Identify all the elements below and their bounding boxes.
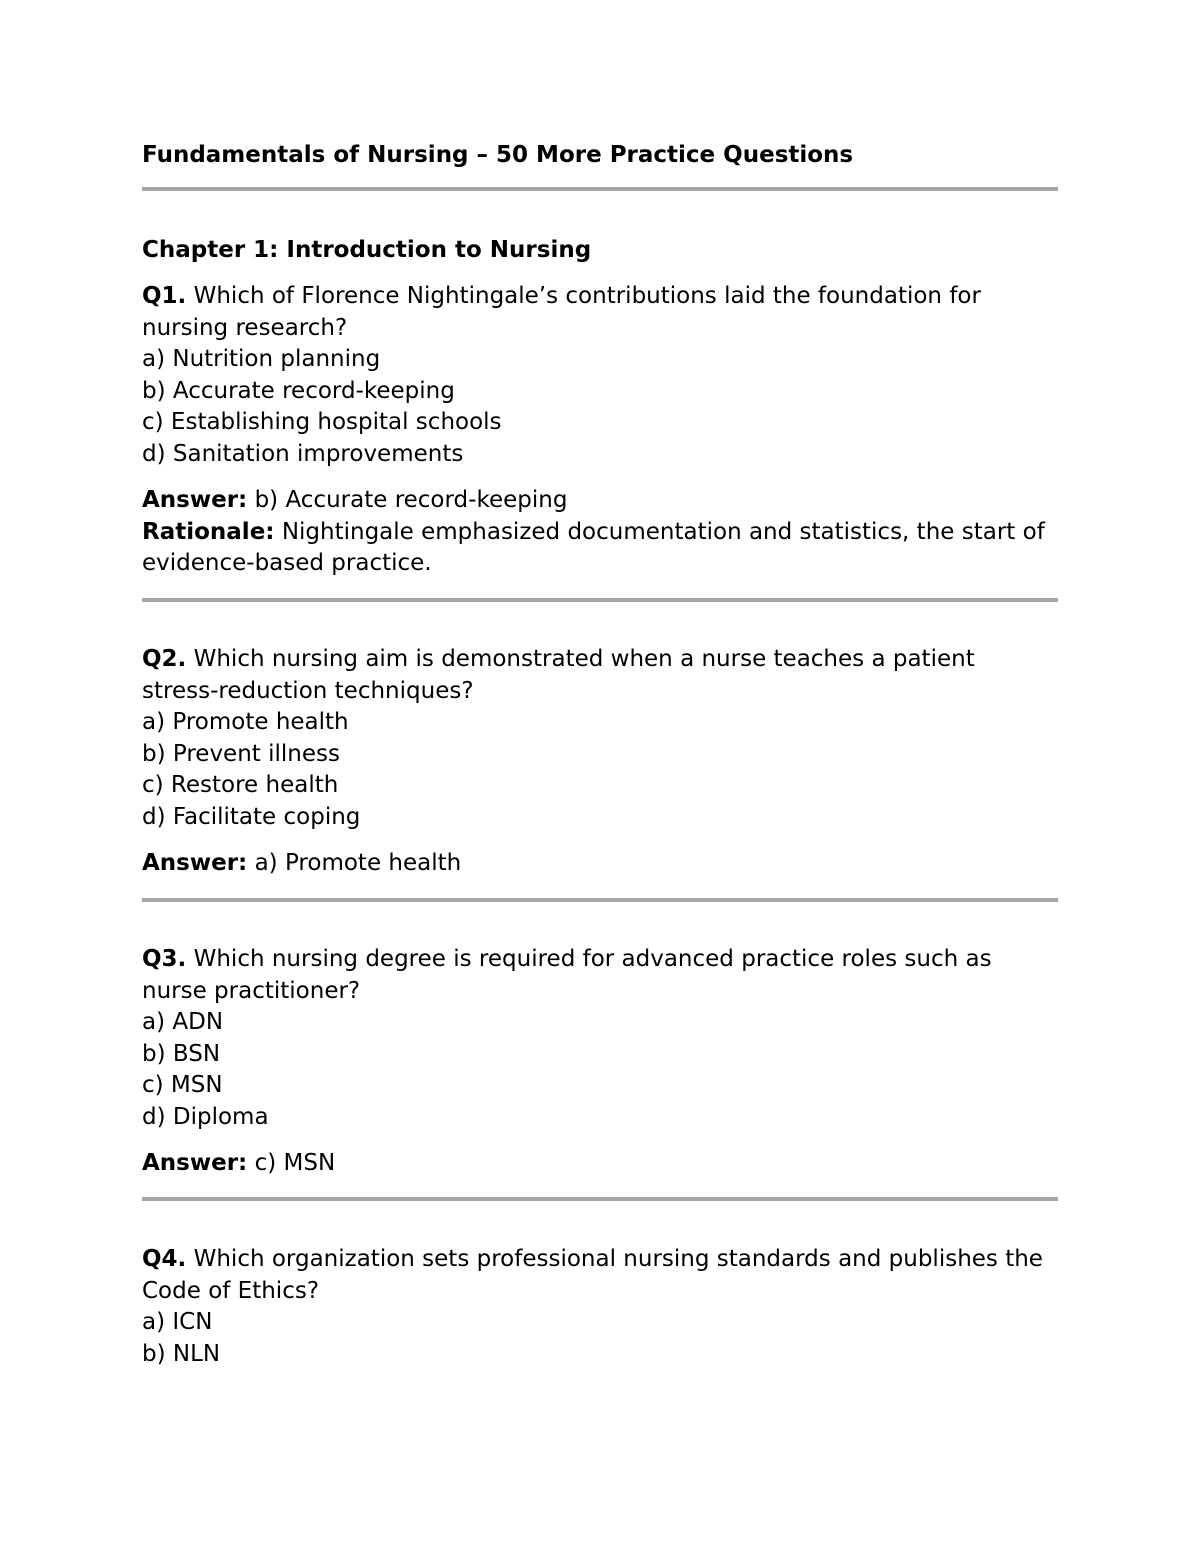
answer-section — [142, 485, 1058, 580]
option-a: a) ADN — [142, 1009, 224, 1035]
question-text — [142, 281, 1058, 344]
answer-line — [142, 848, 1058, 880]
question-stem: Which organization sets professional nursing standards and publishes the Code of Ethics? — [142, 1246, 1043, 1304]
option-list — [142, 707, 1058, 833]
option-c: c) Restore health — [142, 772, 339, 798]
answer-line — [142, 1148, 1058, 1180]
option-a: a) ICN — [142, 1309, 213, 1335]
question-divider — [142, 1197, 1058, 1201]
chapter-heading: Chapter 1: Introduction to Nursing — [142, 237, 592, 263]
question-stem: Which nursing degree is required for advanced practice roles such as nurse practitioner? — [142, 946, 992, 1004]
option-list — [142, 1007, 1058, 1133]
option-list — [142, 1307, 1058, 1370]
question-text — [142, 1244, 1058, 1307]
option-a: a) Promote health — [142, 709, 349, 735]
document-title: Fundamentals of Nursing – 50 More Practice Questions — [142, 142, 854, 168]
answer-value: a) Promote health — [254, 850, 462, 876]
option-c: c) MSN — [142, 1072, 223, 1098]
answer-section — [142, 1148, 1058, 1180]
answer-value: c) MSN — [254, 1150, 336, 1176]
question-text — [142, 644, 1058, 707]
answer-value: b) Accurate record-keeping — [254, 487, 568, 513]
option-b: b) Accurate record-keeping — [142, 377, 455, 404]
option-list — [142, 344, 1058, 470]
option-b: b) NLN — [142, 1340, 221, 1367]
question-text — [142, 944, 1058, 1007]
question-label: Q2. — [142, 646, 187, 672]
question-label: Q4. — [142, 1246, 187, 1272]
question-block-q1 — [142, 281, 1058, 580]
rationale-label: Rationale: — [142, 518, 275, 545]
option-b: b) Prevent illness — [142, 740, 340, 767]
option-d: d) Sanitation improvements — [142, 440, 464, 467]
answer-section — [142, 848, 1058, 880]
answer-label: Answer: — [142, 850, 248, 876]
answer-line — [142, 485, 1058, 517]
question-divider — [142, 598, 1058, 602]
option-a: a) Nutrition planning — [142, 346, 381, 372]
question-stem: Which nursing aim is demonstrated when a nurse teaches a patient stress-reduction techniques? — [142, 646, 975, 704]
question-block-q3 — [142, 944, 1058, 1180]
rationale-line — [142, 517, 1058, 580]
option-c: c) Establishing hospital schools — [142, 409, 502, 435]
option-b: b) BSN — [142, 1040, 221, 1067]
option-d: d) Diploma — [142, 1103, 269, 1130]
option-d: d) Facilitate coping — [142, 803, 361, 830]
question-label: Q1. — [142, 283, 187, 309]
answer-label: Answer: — [142, 1150, 248, 1176]
question-label: Q3. — [142, 946, 187, 972]
question-block-q4 — [142, 1244, 1058, 1370]
rationale-text: Nightingale emphasized documentation and statistics, the start of evidence-based practice. — [142, 518, 1045, 576]
question-block-q2 — [142, 644, 1058, 880]
title-divider — [142, 187, 1058, 191]
answer-label: Answer: — [142, 487, 248, 513]
question-divider — [142, 898, 1058, 902]
question-stem: Which of Florence Nightingale’s contributions laid the foundation for nursing research? — [142, 283, 981, 341]
